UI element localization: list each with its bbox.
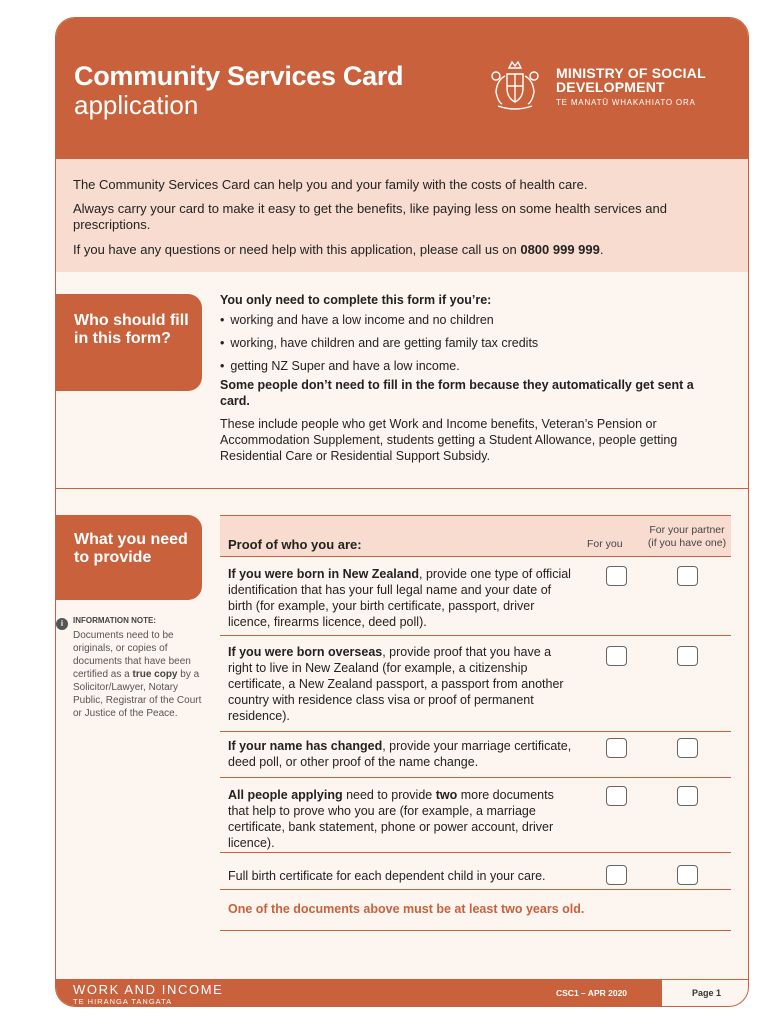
intro-section [56, 159, 748, 272]
auto-card-details: These include people who get Work and Income benefits, Veteran’s Pension or Accommodation Supplement, students getting a Student Allowance, people getting Residential Care or Residential Support Subsidy. [220, 417, 678, 463]
table-row [220, 778, 731, 853]
warning-row [220, 890, 731, 931]
information-note-title: INFORMATION NOTE: [73, 616, 156, 625]
list-item: • getting NZ Super and have a low income. [220, 358, 725, 374]
header-band [56, 18, 748, 159]
page-number-box [662, 979, 749, 1007]
row-text: If your name has changed, provide your marriage certificate, deed poll, or other proof of the name change. [228, 739, 572, 769]
who-body [220, 292, 725, 464]
checkbox-partner-born-nz[interactable] [677, 566, 698, 586]
checkbox-partner-two-documents[interactable] [677, 786, 698, 806]
who-should-fill-section [56, 272, 748, 489]
row-text: If you were born in New Zealand, provide one type of official identification that has your full legal name and your date of birth (for example, your birth certificate, passport, driver licence, firearms licence, deed poll). [228, 567, 571, 629]
eligibility-list [220, 312, 725, 374]
column-for-you: For you [587, 538, 623, 550]
ministry-name-line2: DEVELOPMENT [556, 79, 665, 95]
info-icon: i [56, 618, 68, 630]
row-text: Full birth certificate for each dependent child in your care. [228, 869, 546, 883]
intro-paragraph-2: Always carry your card to make it easy to get the benefits, like paying less on some health services and prescriptions. [73, 201, 667, 232]
ministry-logo-text [556, 66, 706, 110]
ministry-maori-name: TE MANATŪ WHAKAHIATO ORA [556, 98, 696, 107]
list-item: • working, have children and are getting family tax credits [220, 335, 725, 351]
checkbox-partner-child-birth-certificate[interactable] [677, 865, 698, 885]
row-text: If you were born overseas, provide proof that you have a right to live in New Zealand (for example, a citizenship certificate, a New Zealand passport, a passport from another country with residence class visa or proof of permanent residence). [228, 645, 564, 723]
two-years-warning: One of the documents above must be at least two years old. [228, 902, 585, 916]
what-to-provide-heading: What you need to provide [56, 515, 202, 600]
form-title: Community Services Card [74, 61, 404, 91]
checkbox-partner-born-overseas[interactable] [677, 646, 698, 666]
intro-paragraph-1: The Community Services Card can help you and your family with the costs of health care. [73, 177, 588, 192]
work-and-income-logo: WORK AND INCOME [73, 982, 224, 997]
checkbox-you-child-birth-certificate[interactable] [606, 865, 627, 885]
eligibility-lead: You only need to complete this form if you’re: [220, 293, 492, 307]
list-item: • working and have a low income and no children [220, 312, 725, 328]
footer-band [56, 979, 748, 1007]
checkbox-you-two-documents[interactable] [606, 786, 627, 806]
form-code: CSC1 – APR 2020 [556, 988, 628, 998]
checkbox-partner-name-changed[interactable] [677, 738, 698, 758]
row-text: All people applying need to provide two more documents that help to prove who you are (for example, a marriage certificate, bank statement, phone or power account, driver licence). [228, 788, 554, 850]
what-to-provide-section [56, 489, 748, 979]
information-note-body: Documents need to be originals, or copies of documents that have been certified as a true copy by a Solicitor/Lawyer, Notary Public, Registrar of the Court or Justice of the Peace. [73, 630, 202, 719]
column-proof: Proof of who you are: [228, 537, 362, 552]
column-for-partner: For your partner (if you have one) [647, 524, 727, 549]
checkbox-you-born-overseas[interactable] [606, 646, 627, 666]
table-header [220, 515, 731, 557]
form-page [55, 17, 749, 1007]
checkbox-you-name-changed[interactable] [606, 738, 627, 758]
table-row [220, 732, 731, 778]
helpline-number: 0800 999 999 [520, 242, 600, 257]
checkbox-you-born-nz[interactable] [606, 566, 627, 586]
work-and-income-maori: TE HIRANGA TANGATA [73, 997, 173, 1006]
ministry-name-line1: MINISTRY OF SOCIAL [556, 65, 706, 81]
table-row [220, 853, 731, 890]
table-row [220, 557, 731, 636]
coat-of-arms-icon [486, 56, 544, 112]
auto-card-note: Some people don’t need to fill in the form because they automatically get sent a card. [220, 378, 694, 408]
who-should-fill-heading: Who should fill in this form? [56, 294, 202, 391]
proof-of-identity-table [220, 515, 731, 931]
table-row [220, 636, 731, 732]
form-subtitle: application [74, 90, 199, 120]
page-number: Page 1 [692, 988, 722, 998]
intro-paragraph-3: If you have any questions or need help with this application, please call us on 0800 999 999. [73, 242, 604, 257]
